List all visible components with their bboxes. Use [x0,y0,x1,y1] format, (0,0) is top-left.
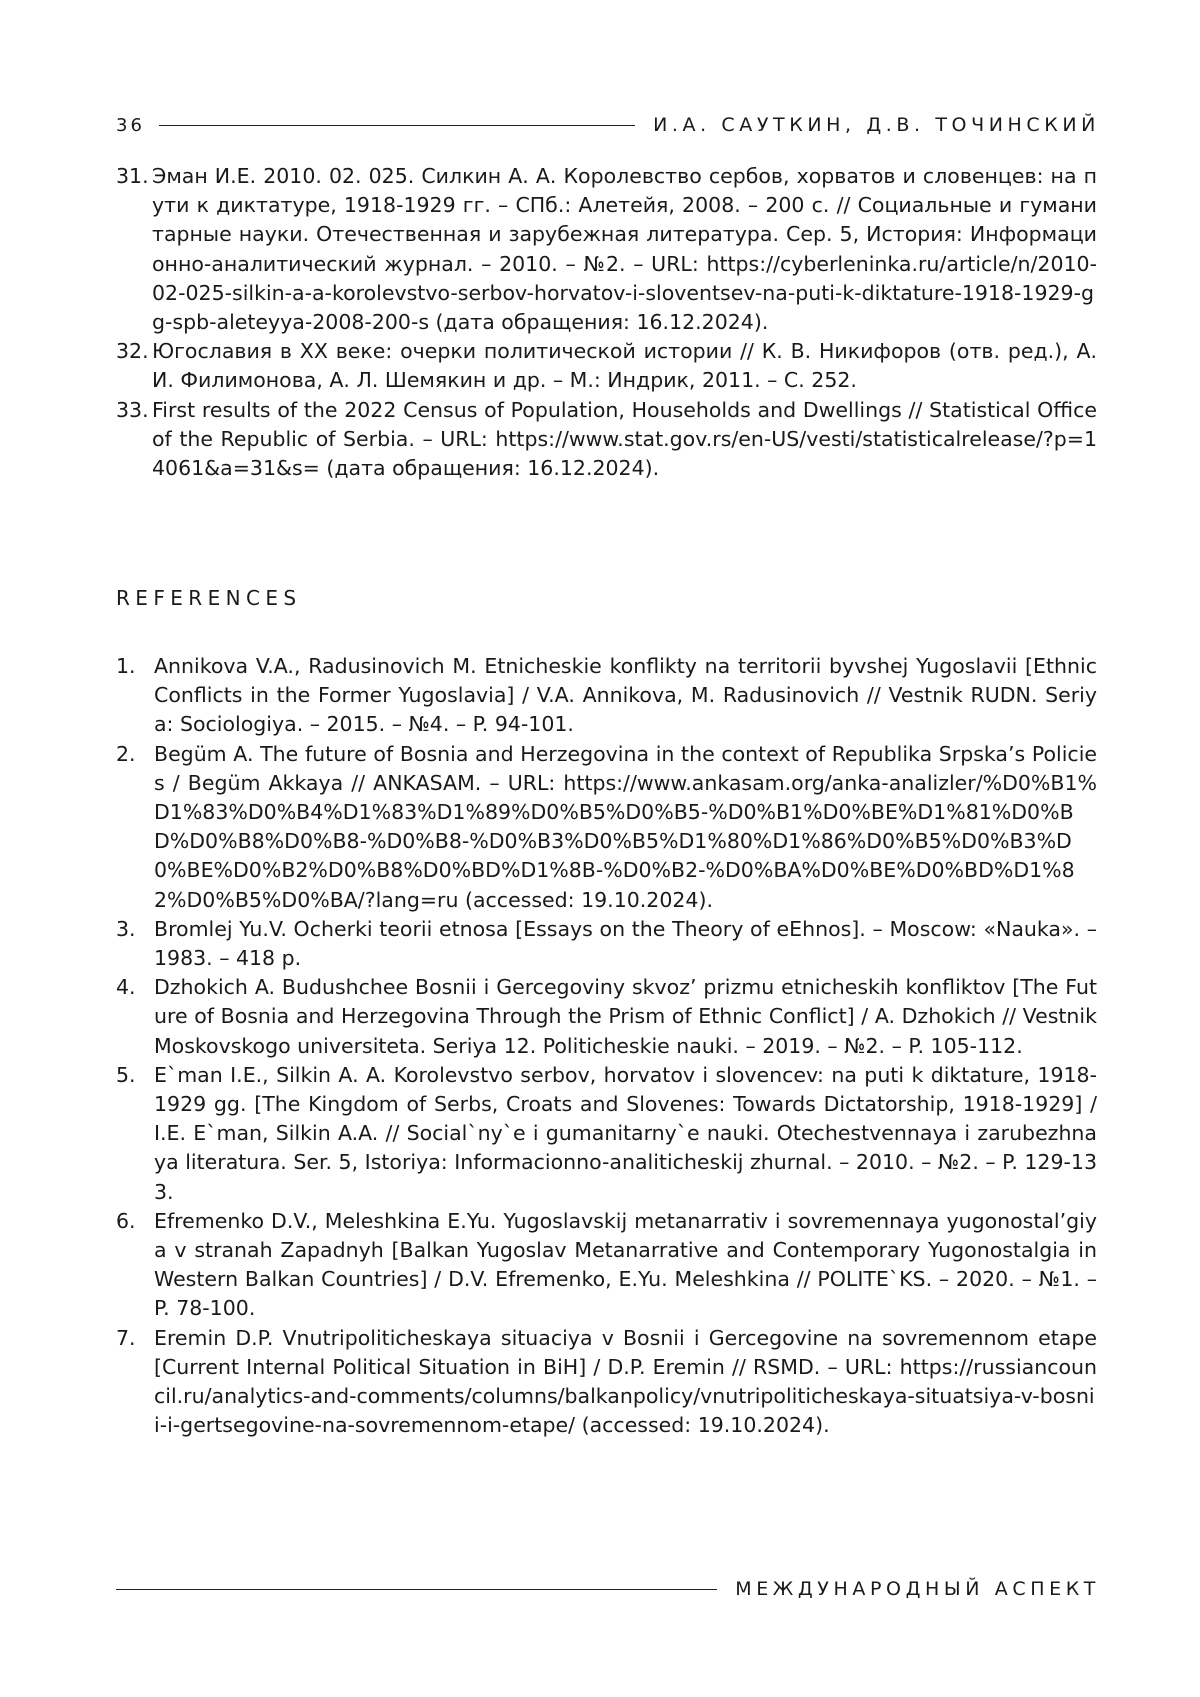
reference-text: First results of the 2022 Census of Population, Households and Dwellings // Statistical Office of the Republic of Serbia. – URL: https://www.stat.gov.rs/en-US/vesti/statisticalrelease/?p=14061&a=31&s= (дата обращения: 16.12.2024). [152,397,1097,481]
reference-text: Efremenko D.V., Meleshkina E.Yu. Yugoslavskij metanarrativ i sovremennaya yugonostal’giya v stranah Zapadnyh [Balkan Yugoslav Metanarrative and Contemporary Yugonostalgia in Western Balkan Countries] / D.V. Efremenko, E.Yu. Meleshkina // POLITE`KS. – 2020. – №1. – P. 78-100. [154,1208,1097,1321]
reference-number: 6. [116,1208,136,1233]
reference-number: 2. [116,741,136,766]
reference-number: 31. [116,164,149,188]
reference-item [116,1324,1097,1441]
reference-text: E`man I.E., Silkin A. A. Korolevstvo serbov, horvatov i slovencev: na puti k diktature, 1918-1929 gg. [The Kingdom of Serbs, Croats and Slovenes: Towards Dictatorship, 1918-1929] / I.E. E`man, Silkin A.A. // Social`ny`e i gumanitarny`e nauki. Otechestvennaya i zarubezhnaya literatura. Ser. 5, Istoriya: Informacionno-analiticheskij zhurnal. – 2010. – №2. – P. 129-133. [154,1062,1097,1204]
reference-item [116,652,1097,740]
journal-section-name: МЕЖДУНАРОДНЫЙ АСПЕКТ [735,1578,1100,1600]
page-number: 36 [116,114,145,136]
reference-text: Begüm A. The future of Bosnia and Herzegovina in the context of Republika Srpska’s Policies / Begüm Akkaya // ANKASAM. – URL: https://www.ankasam.org/anka-analizler/%D0%B1%D1%83%D0%B4%D1%83%D1%89%D0%B5%D0%B5-%D0%B1%D0%BE%D1%81%D0%BD%D0%B8%D0%B8-%D0%B8-%D0%B3%D0%B5%D1%80%D1%86%D0%B5%D0%B3%D0%BE%D0%B2%D0%B8%D0%BD%D1%8B-%D0%B2-%D0%BA%D0%BE%D0%BD%D1%82%D0%B5%D0%BA/?lang=ru (accessed: 19.10.2024). [154,741,1097,912]
reference-item [116,915,1097,973]
reference-item [116,1207,1097,1324]
russian-reference-list [116,162,1097,483]
reference-text: Эман И.Е. 2010. 02. 025. Силкин А. А. Королевство сербов, хорватов и словенцев: на пути к диктатуре, 1918-1929 гг. – СПб.: Алетейя, 2008. – 200 с. // Социальные и гуманитарные науки. Отечественная и зарубежная литература. Сер. 5, История: Информационно-аналитический журнал. – 2010. – №2. – URL: https://cyberleninka.ru/article/n/2010-02-025-silkin-a-a-korolevstvo-serbov-horvatov-i-sloventsev-na-puti-k-diktature-1918-1929-gg-spb-aleteyya-2008-200-s (дата обращения: 16.12.2024). [152,164,1097,335]
reference-item [116,1061,1097,1207]
reference-number: 1. [116,654,136,678]
reference-text: Eremin D.P. Vnutripoliticheskaya situaciya v Bosnii i Gercegovine na sovremennom etape [Current Internal Political Situation in BiH] / D.P. Eremin // RSMD. – URL: https://russiancouncil.ru/analytics-and-comments/columns/balkanpolicy/vnutripoliticheskaya-situatsiya-v-bosnii-i-gertsegovine-na-sovremennom-etape/ (accessed: 19.10.2024). [154,1325,1097,1438]
footer-rule [116,1589,717,1590]
running-head-authors: И.А. САУТКИН, Д.В. ТОЧИНСКИЙ [653,114,1100,136]
reference-item [116,396,1097,484]
reference-number: 7. [116,1325,136,1350]
reference-text: Dzhokich A. Budushchee Bosnii i Gercegoviny skvoz’ prizmu etnicheskih konfliktov [The Future of Bosnia and Herzegovina Through the Prism of Ethnic Conflict] / A. Dzhokich // Vestnik Moskovskogo universiteta. Seriya 12. Politicheskie nauki. – 2019. – №2. – P. 105-112. [154,975,1097,1058]
reference-number: 33. [116,397,149,422]
reference-item [116,973,1097,1061]
reference-text: Югославия в XX веке: очерки политической истории // К. В. Никифоров (отв. ред.), А. И. Филимонова, А. Л. Шемякин и др. – М.: Индрик, 2011. – С. 252. [152,339,1097,393]
reference-item [116,740,1097,915]
reference-number: 3. [116,916,136,941]
page-header [116,110,1100,140]
reference-number: 4. [116,975,136,1000]
page-footer [116,1574,1100,1604]
english-reference-list [116,652,1097,1440]
reference-item [116,162,1097,337]
reference-text: Bromlej Yu.V. Ocherki teorii etnosa [Essays on the Theory of eEhnos]. – Moscow: «Nauka». – 1983. – 418 p. [154,916,1097,971]
reference-number: 5. [116,1062,136,1087]
header-rule [159,125,635,126]
references-heading: REFERENCES [116,586,302,610]
reference-number: 32. [116,339,149,364]
reference-text: Annikova V.A., Radusinovich M. Etnicheskie konflikty na territorii byvshej Yugoslavii [Ethnic Conflicts in the Former Yugoslavia] / V.A. Annikova, M. Radusinovich // Vestnik RUDN. Seriya: Sociologiya. – 2015. – №4. – P. 94-101. [154,654,1097,737]
reference-item [116,337,1097,395]
